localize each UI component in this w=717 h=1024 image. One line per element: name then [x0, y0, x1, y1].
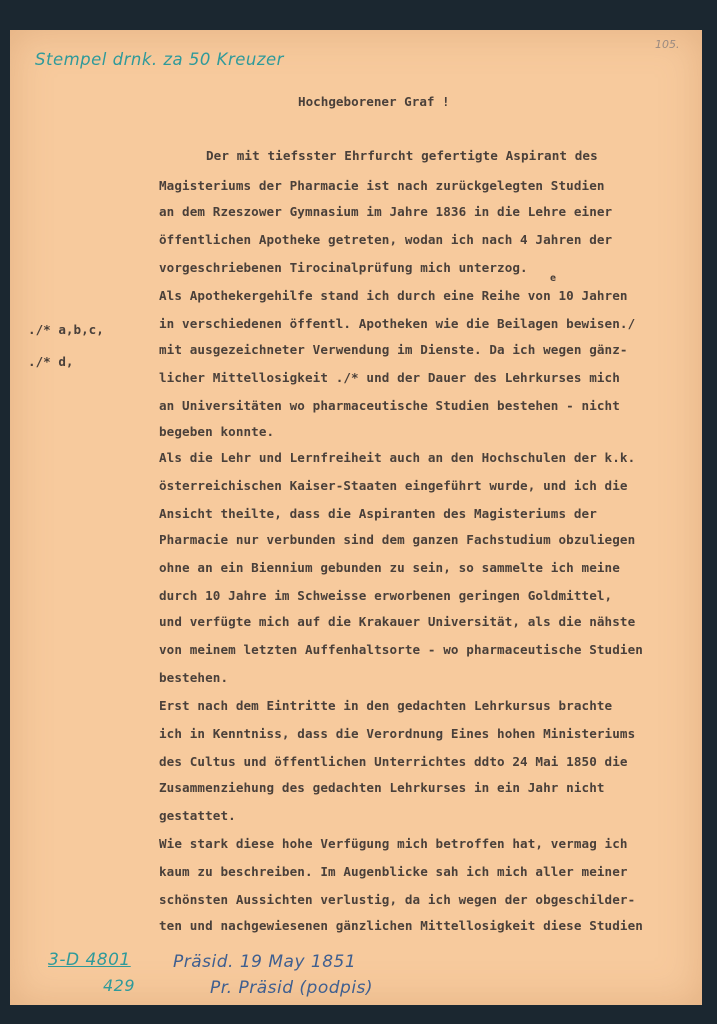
body-line: licher Mittellosigkeit ./* und der Dauer des Lehrkurses mich [159, 370, 620, 385]
body-line: gestattet. [159, 808, 236, 823]
body-line: ich in Kenntniss, dass die Verordnung Eines hohen Ministeriums [159, 726, 636, 741]
body-line: Erst nach dem Eintritte in den gedachten Lehrkursus brachte [159, 698, 613, 713]
body-line: Wie stark diese hohe Verfügung mich betroffen hat, vermag ich [159, 836, 628, 851]
superscript-e: e [550, 273, 557, 284]
body-line: an Universitäten wo pharmaceutische Studien bestehen - nicht [159, 398, 620, 413]
body-line: bestehen. [159, 670, 229, 685]
margin-note-d: ./* d, [28, 354, 74, 369]
body-line: ten und nachgewiesenen gänzlichen Mittellosigkeit diese Studien [159, 918, 643, 933]
body-line: Zusammenziehung des gedachten Lehrkurses in ein Jahr nicht [159, 780, 605, 795]
body-line: in verschiedenen öffentl. Apotheken wie die Beilagen bewisen./ [159, 316, 636, 331]
body-line: schönsten Aussichten verlustig, da ich wegen der obgeschilder- [159, 892, 636, 907]
body-line: öffentlichen Apotheke getreten, wodan ich nach 4 Jahren der [159, 232, 613, 247]
praesid-date-note: Präsid. 19 May 1851 [173, 952, 357, 972]
body-line: durch 10 Jahre im Schweisse erworbenen geringen Goldmittel, [159, 588, 613, 603]
body-line: Magisteriums der Pharmacie ist nach zurückgelegten Studien [159, 178, 605, 193]
body-line: von meinem letzten Auffenhaltsorte - wo pharmaceutische Studien [159, 642, 643, 657]
body-line: vorgeschriebenen Tirocinalprüfung mich unterzog. [159, 260, 528, 275]
body-line: und verfügte mich auf die Krakauer Universität, als die nähste [159, 614, 636, 629]
body-line: Als Apothekergehilfe stand ich durch eine Reihe von 10 Jahren [159, 288, 628, 303]
body-line: mit ausgezeichneter Verwendung im Dienste. Da ich wegen gänz- [159, 342, 628, 357]
salutation: Hochgeborener Graf ! [298, 94, 450, 109]
body-line: begeben konnte. [159, 424, 275, 439]
reference-number-top: 3-D 4801 [48, 950, 131, 970]
document-page [10, 30, 702, 1005]
page-number: 105. [655, 38, 680, 51]
body-line: Pharmacie nur verbunden sind dem ganzen Fachstudium obzuliegen [159, 532, 636, 547]
body-line: an dem Rzeszower Gymnasium im Jahre 1836 in die Lehre einer [159, 204, 613, 219]
body-line: ohne an ein Biennium gebunden zu sein, so sammelte ich meine [159, 560, 620, 575]
reference-number-bottom: 429 [103, 976, 136, 995]
margin-note-abc: ./* a,b,c, [28, 322, 104, 337]
body-line: des Cultus und öffentlichen Unterrichtes ddto 24 Mai 1850 die [159, 754, 628, 769]
body-line: Der mit tiefsster Ehrfurcht gefertigte Aspirant des [206, 148, 598, 163]
body-line: österreichischen Kaiser-Staaten eingeführt wurde, und ich die [159, 478, 628, 493]
body-line: Ansicht theilte, dass die Aspiranten des Magisteriums der [159, 506, 597, 521]
stamp-handwritten-note: Stempel drnk. za 50 Kreuzer [35, 50, 284, 69]
body-line: kaum zu beschreiben. Im Augenblicke sah ich mich aller meiner [159, 864, 628, 879]
pr-praesid-note: Pr. Präsid (podpis) [210, 978, 374, 998]
body-line: Als die Lehr und Lernfreiheit auch an den Hochschulen der k.k. [159, 450, 636, 465]
